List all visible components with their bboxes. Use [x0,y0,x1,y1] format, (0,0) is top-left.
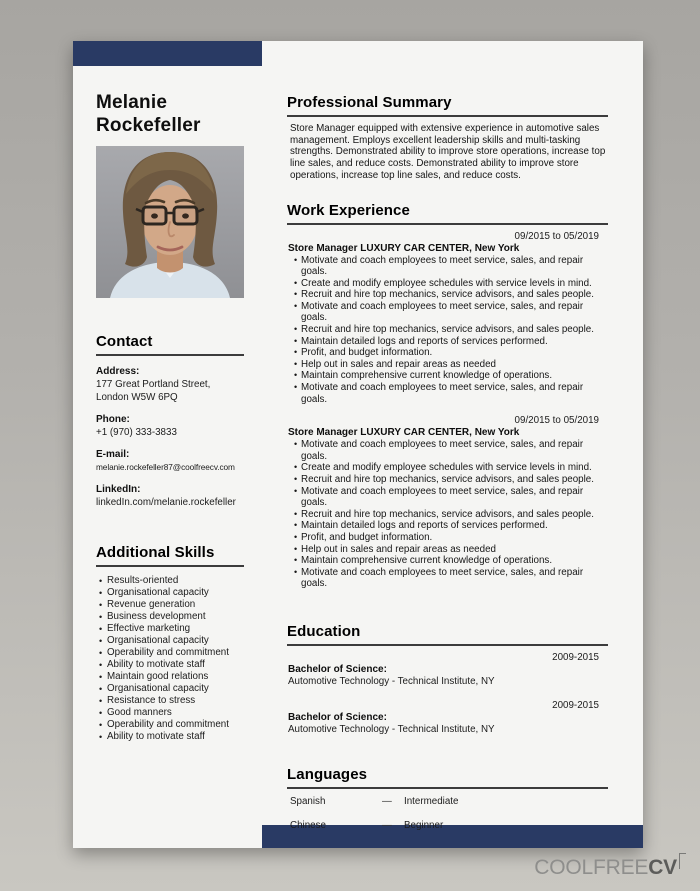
job-entry [287,231,608,406]
cv-main-column [287,41,608,831]
skill-item: • Good manners [96,707,244,719]
candidate-name [96,91,244,137]
contact-field [96,413,244,439]
skill-item: • Ability to motivate staff [96,731,244,743]
job-bullet: • Recruit and hire top mechanics, service advisors, and sales people. [287,474,608,486]
skill-item: • Results-oriented [96,575,244,587]
contact-field-label: Address: [96,366,140,377]
candidate-first-name: Melanie [96,92,168,113]
cv-sidebar [96,41,244,743]
job-bullet: • Help out in sales and repair areas as needed [287,359,608,371]
job-bullet: • Motivate and coach employees to meet service, sales, and repair goals. [287,439,608,462]
job-bullet: • Motivate and coach employees to meet service, sales, and repair goals. [287,567,608,590]
skill-item: • Resistance to stress [96,695,244,707]
job-bullet: • Help out in sales and repair areas as needed [287,544,608,556]
skills-list [96,575,244,743]
education-section [287,623,608,736]
language-name: Spanish [290,795,326,807]
job-bullet: • Recruit and hire top mechanics, service advisors, and sales people. [287,289,608,301]
job-bullet: • Motivate and coach employees to meet service, sales, and repair goals. [287,382,608,405]
education-degree: Bachelor of Science: [288,711,387,723]
job-bullet: • Recruit and hire top mechanics, service advisors, and sales people. [287,509,608,521]
skill-item: • Organisational capacity [96,587,244,599]
coolfreecv-logo-light-text: COOLFREE [534,856,649,879]
skill-item: • Maintain good relations [96,671,244,683]
experience-heading: Work Experience [287,202,608,225]
job-bullet: • Motivate and coach employees to meet service, sales, and repair goals. [287,255,608,278]
skill-item: • Business development [96,611,244,623]
language-dash: — [382,819,392,831]
contact-field-label: E-mail: [96,449,130,460]
coolfreecv-logo-bold-text: CV [648,856,677,879]
language-name: Chinese [290,819,326,831]
cv-page [73,41,643,848]
language-row [287,796,608,807]
job-bullet: • Motivate and coach employees to meet service, sales, and repair goals. [287,301,608,324]
education-details: Automotive Technology - Technical Institute, NY [288,723,495,735]
education-entry [287,652,608,688]
job-title: Store Manager LUXURY CAR CENTER, New York [288,427,520,439]
job-bullet: • Create and modify employee schedules with service levels in mind. [287,462,608,474]
profile-photo [96,146,244,298]
languages-heading: Languages [287,766,608,789]
contact-field [96,448,244,474]
skills-heading: Additional Skills [96,544,244,567]
skill-item: • Ability to motivate staff [96,659,244,671]
education-degree: Bachelor of Science: [288,663,387,675]
portrait-illustration [96,146,244,298]
language-level: Intermediate [404,795,459,807]
contact-fields [96,365,244,509]
job-bullet: • Profit, and budget information. [287,532,608,544]
job-bullet: • Maintain detailed logs and reports of services performed. [287,520,608,532]
contact-section [96,333,244,509]
logo-corner-mark-icon [679,853,686,869]
job-entry [287,415,608,590]
language-level: Beginner [404,819,444,831]
skill-item: • Organisational capacity [96,683,244,695]
job-bullet: • Create and modify employee schedules with service levels in mind. [287,278,608,290]
job-title: Store Manager LUXURY CAR CENTER, New York [288,242,520,254]
contact-field-label: LinkedIn: [96,484,141,495]
candidate-last-name: Rockefeller [96,115,201,136]
summary-text: Store Manager equipped with extensive experience in automotive sales management. Employs excellent leadership skills and multi-tasking strengths. Demonstrated ability to improve store operations, increase top line sales, and reduce costs. Demonstrated ability to improve store operations, increase top line sales, and reduce costs. [290,123,606,181]
skill-item: • Revenue generation [96,599,244,611]
contact-field [96,483,244,509]
job-bullets [287,255,608,406]
contact-field [96,365,244,404]
job-bullet: • Recruit and hire top mechanics, service advisors, and sales people. [287,324,608,336]
contact-field-value: +1 (970) 333-3833 [96,427,177,438]
job-bullet: • Profit, and budget information. [287,347,608,359]
skill-item: • Organisational capacity [96,635,244,647]
job-bullet: • Maintain comprehensive current knowledge of operations. [287,555,608,567]
job-bullet: • Motivate and coach employees to meet service, sales, and repair goals. [287,486,608,509]
coolfreecv-logo[interactable] [534,853,686,880]
skill-item: • Operability and commitment [96,719,244,731]
contact-field-label: Phone: [96,414,130,425]
summary-heading: Professional Summary [287,94,608,117]
job-date: 09/2015 to 05/2019 [514,415,599,427]
summary-section [287,94,608,182]
skills-section [96,544,244,743]
job-bullet: • Maintain comprehensive current knowledge of operations. [287,370,608,382]
contact-heading: Contact [96,333,244,356]
skill-item: • Effective marketing [96,623,244,635]
contact-field-value: melanie.rockefeller87@coolfreecv.com [96,462,235,472]
job-bullets [287,439,608,590]
education-date: 2009-2015 [552,699,599,711]
education-entry [287,700,608,736]
skill-item: • Operability and commitment [96,647,244,659]
contact-field-value: 177 Great Portland Street, London W5W 6PQ [96,379,211,403]
contact-field-value: linkedIn.com/melanie.rockefeller [96,497,236,508]
education-date: 2009-2015 [552,651,599,663]
language-row [287,820,608,831]
education-heading: Education [287,623,608,646]
language-dash: — [382,795,392,807]
languages-list [287,796,608,831]
job-date: 09/2015 to 05/2019 [514,230,599,242]
languages-section [287,766,608,831]
experience-section [287,202,608,590]
job-bullet: • Maintain detailed logs and reports of services performed. [287,336,608,348]
education-details: Automotive Technology - Technical Institute, NY [288,675,495,687]
